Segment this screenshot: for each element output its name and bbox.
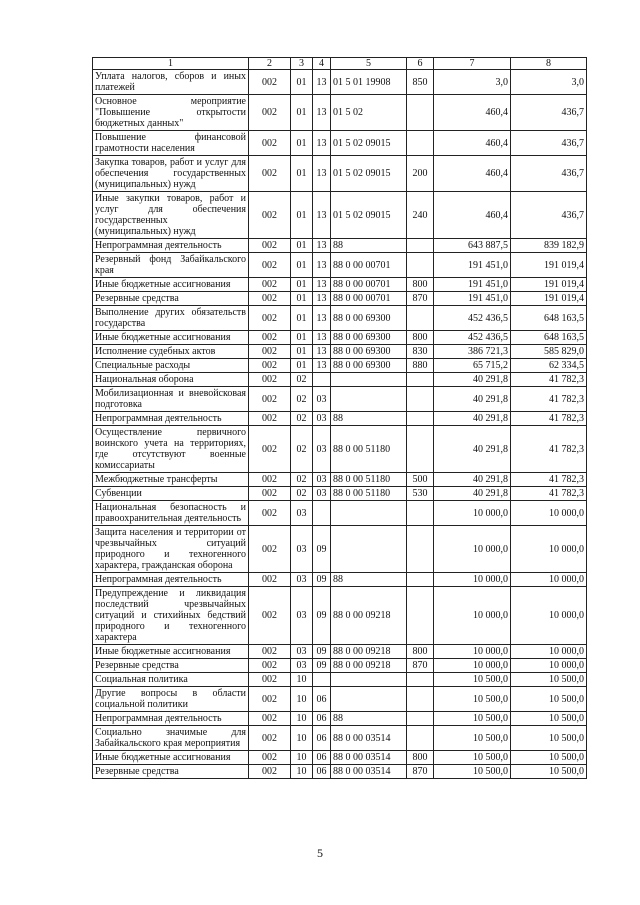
table-row bbox=[93, 487, 587, 501]
item-name-cell: Непрограммная деятельность bbox=[93, 239, 249, 253]
table-row bbox=[93, 192, 587, 239]
subsection-cell: 13 bbox=[313, 292, 331, 306]
amount-col8-cell: 436,7 bbox=[511, 192, 587, 239]
target-article-cell: 88 0 00 09218 bbox=[331, 645, 407, 659]
ministry-code-cell: 002 bbox=[249, 359, 291, 373]
table-row bbox=[93, 501, 587, 526]
section-cell: 10 bbox=[291, 765, 313, 779]
subsection-cell: 03 bbox=[313, 426, 331, 473]
target-article-cell bbox=[331, 687, 407, 712]
amount-col7-cell: 460,4 bbox=[434, 131, 511, 156]
target-article-cell: 88 bbox=[331, 573, 407, 587]
target-article-cell bbox=[331, 526, 407, 573]
expense-type-cell: 880 bbox=[407, 359, 434, 373]
ministry-code-cell: 002 bbox=[249, 765, 291, 779]
expense-type-cell: 530 bbox=[407, 487, 434, 501]
ministry-code-cell: 002 bbox=[249, 373, 291, 387]
target-article-cell: 88 0 00 51180 bbox=[331, 426, 407, 473]
table-row bbox=[93, 306, 587, 331]
subsection-cell: 13 bbox=[313, 95, 331, 131]
table-row bbox=[93, 345, 587, 359]
amount-col7-cell: 10 500,0 bbox=[434, 673, 511, 687]
subsection-cell: 13 bbox=[313, 192, 331, 239]
ministry-code-cell: 002 bbox=[249, 687, 291, 712]
amount-col7-cell: 643 887,5 bbox=[434, 239, 511, 253]
item-name-cell: Резервные средства bbox=[93, 659, 249, 673]
expense-type-cell bbox=[407, 526, 434, 573]
item-name-cell: Непрограммная деятельность bbox=[93, 412, 249, 426]
item-name-cell: Специальные расходы bbox=[93, 359, 249, 373]
section-cell: 03 bbox=[291, 573, 313, 587]
section-cell: 01 bbox=[291, 359, 313, 373]
ministry-code-cell: 002 bbox=[249, 412, 291, 426]
target-article-cell: 88 0 00 69300 bbox=[331, 345, 407, 359]
column-header: 5 bbox=[331, 58, 407, 70]
target-article-cell: 88 0 00 03514 bbox=[331, 765, 407, 779]
amount-col8-cell: 648 163,5 bbox=[511, 306, 587, 331]
subsection-cell: 13 bbox=[313, 345, 331, 359]
amount-col7-cell: 40 291,8 bbox=[434, 487, 511, 501]
section-cell: 03 bbox=[291, 645, 313, 659]
section-cell: 01 bbox=[291, 239, 313, 253]
subsection-cell: 13 bbox=[313, 331, 331, 345]
subsection-cell: 06 bbox=[313, 726, 331, 751]
amount-col7-cell: 10 500,0 bbox=[434, 765, 511, 779]
amount-col8-cell: 191 019,4 bbox=[511, 278, 587, 292]
item-name-cell: Уплата налогов, сборов и иных платежей bbox=[93, 70, 249, 95]
amount-col8-cell: 839 182,9 bbox=[511, 239, 587, 253]
ministry-code-cell: 002 bbox=[249, 659, 291, 673]
expense-type-cell bbox=[407, 426, 434, 473]
item-name-cell: Субвенции bbox=[93, 487, 249, 501]
expense-type-cell: 870 bbox=[407, 765, 434, 779]
expense-type-cell: 800 bbox=[407, 278, 434, 292]
subsection-cell: 06 bbox=[313, 751, 331, 765]
amount-col7-cell: 40 291,8 bbox=[434, 473, 511, 487]
amount-col7-cell: 460,4 bbox=[434, 95, 511, 131]
target-article-cell bbox=[331, 501, 407, 526]
ministry-code-cell: 002 bbox=[249, 156, 291, 192]
ministry-code-cell: 002 bbox=[249, 673, 291, 687]
expense-type-cell: 870 bbox=[407, 292, 434, 306]
section-cell: 10 bbox=[291, 726, 313, 751]
expense-type-cell bbox=[407, 726, 434, 751]
table-row bbox=[93, 687, 587, 712]
target-article-cell: 88 bbox=[331, 712, 407, 726]
section-cell: 03 bbox=[291, 501, 313, 526]
target-article-cell: 01 5 02 09015 bbox=[331, 156, 407, 192]
amount-col7-cell: 65 715,2 bbox=[434, 359, 511, 373]
item-name-cell: Повышение финансовой грамотности населения bbox=[93, 131, 249, 156]
item-name-cell: Предупреждение и ликвидация последствий чрезвычайных ситуаций и стихийных бедствий природного и техногенного характера bbox=[93, 587, 249, 645]
amount-col8-cell: 10 500,0 bbox=[511, 765, 587, 779]
expense-type-cell: 200 bbox=[407, 156, 434, 192]
amount-col7-cell: 10 000,0 bbox=[434, 587, 511, 645]
amount-col8-cell: 585 829,0 bbox=[511, 345, 587, 359]
item-name-cell: Резервные средства bbox=[93, 292, 249, 306]
expense-type-cell bbox=[407, 239, 434, 253]
target-article-cell: 88 0 00 00701 bbox=[331, 292, 407, 306]
subsection-cell: 13 bbox=[313, 306, 331, 331]
ministry-code-cell: 002 bbox=[249, 331, 291, 345]
amount-col7-cell: 40 291,8 bbox=[434, 387, 511, 412]
table-row bbox=[93, 659, 587, 673]
expense-type-cell bbox=[407, 587, 434, 645]
amount-col8-cell: 41 782,3 bbox=[511, 487, 587, 501]
amount-col7-cell: 460,4 bbox=[434, 192, 511, 239]
ministry-code-cell: 002 bbox=[249, 473, 291, 487]
item-name-cell: Иные закупки товаров, работ и услуг для обеспечения государственных (муниципальных) нужд bbox=[93, 192, 249, 239]
table-row bbox=[93, 765, 587, 779]
section-cell: 10 bbox=[291, 751, 313, 765]
subsection-cell: 09 bbox=[313, 659, 331, 673]
target-article-cell: 88 0 00 09218 bbox=[331, 587, 407, 645]
amount-col8-cell: 10 000,0 bbox=[511, 526, 587, 573]
subsection-cell: 13 bbox=[313, 239, 331, 253]
item-name-cell: Национальная безопасность и правоохранительная деятельность bbox=[93, 501, 249, 526]
item-name-cell: Закупка товаров, работ и услуг для обеспечения государственных (муниципальных) нужд bbox=[93, 156, 249, 192]
column-header: 7 bbox=[434, 58, 511, 70]
subsection-cell: 06 bbox=[313, 765, 331, 779]
amount-col7-cell: 191 451,0 bbox=[434, 292, 511, 306]
ministry-code-cell: 002 bbox=[249, 573, 291, 587]
amount-col8-cell: 10 000,0 bbox=[511, 645, 587, 659]
amount-col8-cell: 10 000,0 bbox=[511, 573, 587, 587]
amount-col7-cell: 10 500,0 bbox=[434, 687, 511, 712]
target-article-cell: 88 0 00 69300 bbox=[331, 359, 407, 373]
amount-col7-cell: 10 500,0 bbox=[434, 712, 511, 726]
subsection-cell: 03 bbox=[313, 412, 331, 426]
ministry-code-cell: 002 bbox=[249, 501, 291, 526]
ministry-code-cell: 002 bbox=[249, 70, 291, 95]
subsection-cell: 13 bbox=[313, 359, 331, 373]
amount-col7-cell: 452 436,5 bbox=[434, 306, 511, 331]
expense-type-cell bbox=[407, 573, 434, 587]
amount-col8-cell: 191 019,4 bbox=[511, 253, 587, 278]
expense-type-cell bbox=[407, 673, 434, 687]
amount-col7-cell: 40 291,8 bbox=[434, 373, 511, 387]
subsection-cell: 09 bbox=[313, 573, 331, 587]
column-header: 3 bbox=[291, 58, 313, 70]
ministry-code-cell: 002 bbox=[249, 292, 291, 306]
expense-type-cell: 800 bbox=[407, 645, 434, 659]
expense-type-cell bbox=[407, 412, 434, 426]
expense-type-cell bbox=[407, 373, 434, 387]
section-cell: 01 bbox=[291, 292, 313, 306]
subsection-cell: 03 bbox=[313, 487, 331, 501]
table-row bbox=[93, 645, 587, 659]
amount-col7-cell: 10 000,0 bbox=[434, 501, 511, 526]
table-row bbox=[93, 253, 587, 278]
column-header: 8 bbox=[511, 58, 587, 70]
table-row bbox=[93, 673, 587, 687]
section-cell: 02 bbox=[291, 426, 313, 473]
expense-type-cell: 850 bbox=[407, 70, 434, 95]
item-name-cell: Выполнение других обязательств государства bbox=[93, 306, 249, 331]
amount-col8-cell: 41 782,3 bbox=[511, 387, 587, 412]
expense-type-cell bbox=[407, 501, 434, 526]
item-name-cell: Мобилизационная и вневойсковая подготовка bbox=[93, 387, 249, 412]
amount-col8-cell: 436,7 bbox=[511, 95, 587, 131]
ministry-code-cell: 002 bbox=[249, 487, 291, 501]
subsection-cell bbox=[313, 501, 331, 526]
target-article-cell bbox=[331, 387, 407, 412]
ministry-code-cell: 002 bbox=[249, 726, 291, 751]
item-name-cell: Другие вопросы в области социальной политики bbox=[93, 687, 249, 712]
subsection-cell: 06 bbox=[313, 712, 331, 726]
item-name-cell: Основное мероприятие "Повышение открытости бюджетных данных" bbox=[93, 95, 249, 131]
target-article-cell: 88 0 00 51180 bbox=[331, 473, 407, 487]
ministry-code-cell: 002 bbox=[249, 239, 291, 253]
item-name-cell: Непрограммная деятельность bbox=[93, 573, 249, 587]
ministry-code-cell: 002 bbox=[249, 192, 291, 239]
amount-col8-cell: 436,7 bbox=[511, 156, 587, 192]
item-name-cell: Защита населения и территории от чрезвычайных ситуаций природного и техногенного характера, гражданская оборона bbox=[93, 526, 249, 573]
section-cell: 01 bbox=[291, 156, 313, 192]
section-cell: 10 bbox=[291, 712, 313, 726]
amount-col8-cell: 41 782,3 bbox=[511, 426, 587, 473]
amount-col8-cell: 10 000,0 bbox=[511, 587, 587, 645]
amount-col7-cell: 3,0 bbox=[434, 70, 511, 95]
section-cell: 02 bbox=[291, 387, 313, 412]
subsection-cell: 13 bbox=[313, 278, 331, 292]
table-row bbox=[93, 412, 587, 426]
item-name-cell: Иные бюджетные ассигнования bbox=[93, 331, 249, 345]
expense-type-cell bbox=[407, 387, 434, 412]
subsection-cell bbox=[313, 373, 331, 387]
amount-col8-cell: 10 500,0 bbox=[511, 673, 587, 687]
ministry-code-cell: 002 bbox=[249, 131, 291, 156]
expense-type-cell bbox=[407, 687, 434, 712]
amount-col7-cell: 191 451,0 bbox=[434, 278, 511, 292]
subsection-cell: 13 bbox=[313, 253, 331, 278]
item-name-cell: Социально значимые для Забайкальского края мероприятия bbox=[93, 726, 249, 751]
subsection-cell: 03 bbox=[313, 473, 331, 487]
amount-col7-cell: 10 000,0 bbox=[434, 645, 511, 659]
section-cell: 01 bbox=[291, 331, 313, 345]
section-cell: 01 bbox=[291, 253, 313, 278]
item-name-cell: Исполнение судебных актов bbox=[93, 345, 249, 359]
table-row bbox=[93, 573, 587, 587]
section-cell: 01 bbox=[291, 70, 313, 95]
expense-type-cell bbox=[407, 95, 434, 131]
column-header: 1 bbox=[93, 58, 249, 70]
amount-col7-cell: 40 291,8 bbox=[434, 426, 511, 473]
subsection-cell: 03 bbox=[313, 387, 331, 412]
amount-col8-cell: 10 000,0 bbox=[511, 659, 587, 673]
expense-type-cell bbox=[407, 131, 434, 156]
target-article-cell: 88 0 00 00701 bbox=[331, 278, 407, 292]
amount-col7-cell: 10 000,0 bbox=[434, 573, 511, 587]
amount-col8-cell: 10 500,0 bbox=[511, 712, 587, 726]
amount-col8-cell: 10 000,0 bbox=[511, 501, 587, 526]
table-row bbox=[93, 95, 587, 131]
section-cell: 01 bbox=[291, 306, 313, 331]
subsection-cell bbox=[313, 673, 331, 687]
ministry-code-cell: 002 bbox=[249, 306, 291, 331]
expense-type-cell bbox=[407, 712, 434, 726]
expense-type-cell: 500 bbox=[407, 473, 434, 487]
item-name-cell: Социальная политика bbox=[93, 673, 249, 687]
subsection-cell: 09 bbox=[313, 645, 331, 659]
expense-type-cell: 870 bbox=[407, 659, 434, 673]
ministry-code-cell: 002 bbox=[249, 526, 291, 573]
amount-col7-cell: 10 500,0 bbox=[434, 726, 511, 751]
amount-col8-cell: 62 334,5 bbox=[511, 359, 587, 373]
section-cell: 03 bbox=[291, 659, 313, 673]
item-name-cell: Резервные средства bbox=[93, 765, 249, 779]
table-row bbox=[93, 359, 587, 373]
item-name-cell: Резервный фонд Забайкальского края bbox=[93, 253, 249, 278]
section-cell: 01 bbox=[291, 95, 313, 131]
section-cell: 02 bbox=[291, 373, 313, 387]
ministry-code-cell: 002 bbox=[249, 95, 291, 131]
table-row bbox=[93, 587, 587, 645]
section-cell: 01 bbox=[291, 345, 313, 359]
amount-col7-cell: 10 000,0 bbox=[434, 659, 511, 673]
target-article-cell bbox=[331, 673, 407, 687]
table-row bbox=[93, 292, 587, 306]
table-row bbox=[93, 426, 587, 473]
amount-col7-cell: 10 500,0 bbox=[434, 751, 511, 765]
section-cell: 10 bbox=[291, 687, 313, 712]
expense-type-cell bbox=[407, 253, 434, 278]
table-row bbox=[93, 156, 587, 192]
target-article-cell: 88 0 00 51180 bbox=[331, 487, 407, 501]
amount-col7-cell: 460,4 bbox=[434, 156, 511, 192]
expense-type-cell bbox=[407, 306, 434, 331]
subsection-cell: 06 bbox=[313, 687, 331, 712]
ministry-code-cell: 002 bbox=[249, 712, 291, 726]
target-article-cell: 88 0 00 03514 bbox=[331, 726, 407, 751]
section-cell: 02 bbox=[291, 412, 313, 426]
amount-col7-cell: 386 721,3 bbox=[434, 345, 511, 359]
column-header: 2 bbox=[249, 58, 291, 70]
column-header: 6 bbox=[407, 58, 434, 70]
amount-col8-cell: 41 782,3 bbox=[511, 412, 587, 426]
subsection-cell: 09 bbox=[313, 587, 331, 645]
section-cell: 02 bbox=[291, 487, 313, 501]
section-cell: 02 bbox=[291, 473, 313, 487]
section-cell: 10 bbox=[291, 673, 313, 687]
amount-col8-cell: 648 163,5 bbox=[511, 331, 587, 345]
expense-type-cell: 240 bbox=[407, 192, 434, 239]
subsection-cell: 13 bbox=[313, 131, 331, 156]
ministry-code-cell: 002 bbox=[249, 387, 291, 412]
table-row bbox=[93, 726, 587, 751]
expense-type-cell: 830 bbox=[407, 345, 434, 359]
amount-col8-cell: 10 500,0 bbox=[511, 726, 587, 751]
table-row bbox=[93, 373, 587, 387]
target-article-cell: 88 0 00 69300 bbox=[331, 331, 407, 345]
item-name-cell: Непрограммная деятельность bbox=[93, 712, 249, 726]
target-article-cell: 88 0 00 03514 bbox=[331, 751, 407, 765]
expense-type-cell: 800 bbox=[407, 751, 434, 765]
subsection-cell: 09 bbox=[313, 526, 331, 573]
item-name-cell: Иные бюджетные ассигнования bbox=[93, 278, 249, 292]
target-article-cell: 88 0 00 00701 bbox=[331, 253, 407, 278]
amount-col8-cell: 41 782,3 bbox=[511, 373, 587, 387]
item-name-cell: Национальная оборона bbox=[93, 373, 249, 387]
item-name-cell: Иные бюджетные ассигнования bbox=[93, 751, 249, 765]
expense-type-cell: 800 bbox=[407, 331, 434, 345]
table-row bbox=[93, 387, 587, 412]
section-cell: 03 bbox=[291, 587, 313, 645]
amount-col8-cell: 41 782,3 bbox=[511, 473, 587, 487]
ministry-code-cell: 002 bbox=[249, 426, 291, 473]
table-row bbox=[93, 473, 587, 487]
target-article-cell: 88 bbox=[331, 412, 407, 426]
amount-col7-cell: 191 451,0 bbox=[434, 253, 511, 278]
table-row bbox=[93, 70, 587, 95]
ministry-code-cell: 002 bbox=[249, 645, 291, 659]
subsection-cell: 13 bbox=[313, 70, 331, 95]
amount-col7-cell: 40 291,8 bbox=[434, 412, 511, 426]
table-row bbox=[93, 131, 587, 156]
table-row bbox=[93, 278, 587, 292]
section-cell: 01 bbox=[291, 278, 313, 292]
target-article-cell: 88 0 00 69300 bbox=[331, 306, 407, 331]
target-article-cell bbox=[331, 373, 407, 387]
ministry-code-cell: 002 bbox=[249, 587, 291, 645]
amount-col8-cell: 3,0 bbox=[511, 70, 587, 95]
column-header: 4 bbox=[313, 58, 331, 70]
amount-col8-cell: 10 500,0 bbox=[511, 687, 587, 712]
section-cell: 03 bbox=[291, 526, 313, 573]
header-row bbox=[93, 58, 587, 70]
table-row bbox=[93, 331, 587, 345]
amount-col8-cell: 191 019,4 bbox=[511, 292, 587, 306]
target-article-cell: 01 5 01 19908 bbox=[331, 70, 407, 95]
amount-col7-cell: 10 000,0 bbox=[434, 526, 511, 573]
subsection-cell: 13 bbox=[313, 156, 331, 192]
target-article-cell: 01 5 02 09015 bbox=[331, 192, 407, 239]
table-row bbox=[93, 712, 587, 726]
amount-col8-cell: 436,7 bbox=[511, 131, 587, 156]
table-row bbox=[93, 239, 587, 253]
target-article-cell: 01 5 02 bbox=[331, 95, 407, 131]
ministry-code-cell: 002 bbox=[249, 751, 291, 765]
page-number: 5 bbox=[317, 846, 323, 860]
amount-col7-cell: 452 436,5 bbox=[434, 331, 511, 345]
amount-col8-cell: 10 500,0 bbox=[511, 751, 587, 765]
budget-table bbox=[92, 57, 587, 779]
item-name-cell: Осуществление первичного воинского учета на территориях, где отсутствуют военные комиссариаты bbox=[93, 426, 249, 473]
target-article-cell: 88 0 00 09218 bbox=[331, 659, 407, 673]
table-row bbox=[93, 526, 587, 573]
item-name-cell: Иные бюджетные ассигнования bbox=[93, 645, 249, 659]
ministry-code-cell: 002 bbox=[249, 253, 291, 278]
section-cell: 01 bbox=[291, 131, 313, 156]
ministry-code-cell: 002 bbox=[249, 278, 291, 292]
ministry-code-cell: 002 bbox=[249, 345, 291, 359]
target-article-cell: 88 bbox=[331, 239, 407, 253]
table-row bbox=[93, 751, 587, 765]
target-article-cell: 01 5 02 09015 bbox=[331, 131, 407, 156]
item-name-cell: Межбюджетные трансферты bbox=[93, 473, 249, 487]
section-cell: 01 bbox=[291, 192, 313, 239]
